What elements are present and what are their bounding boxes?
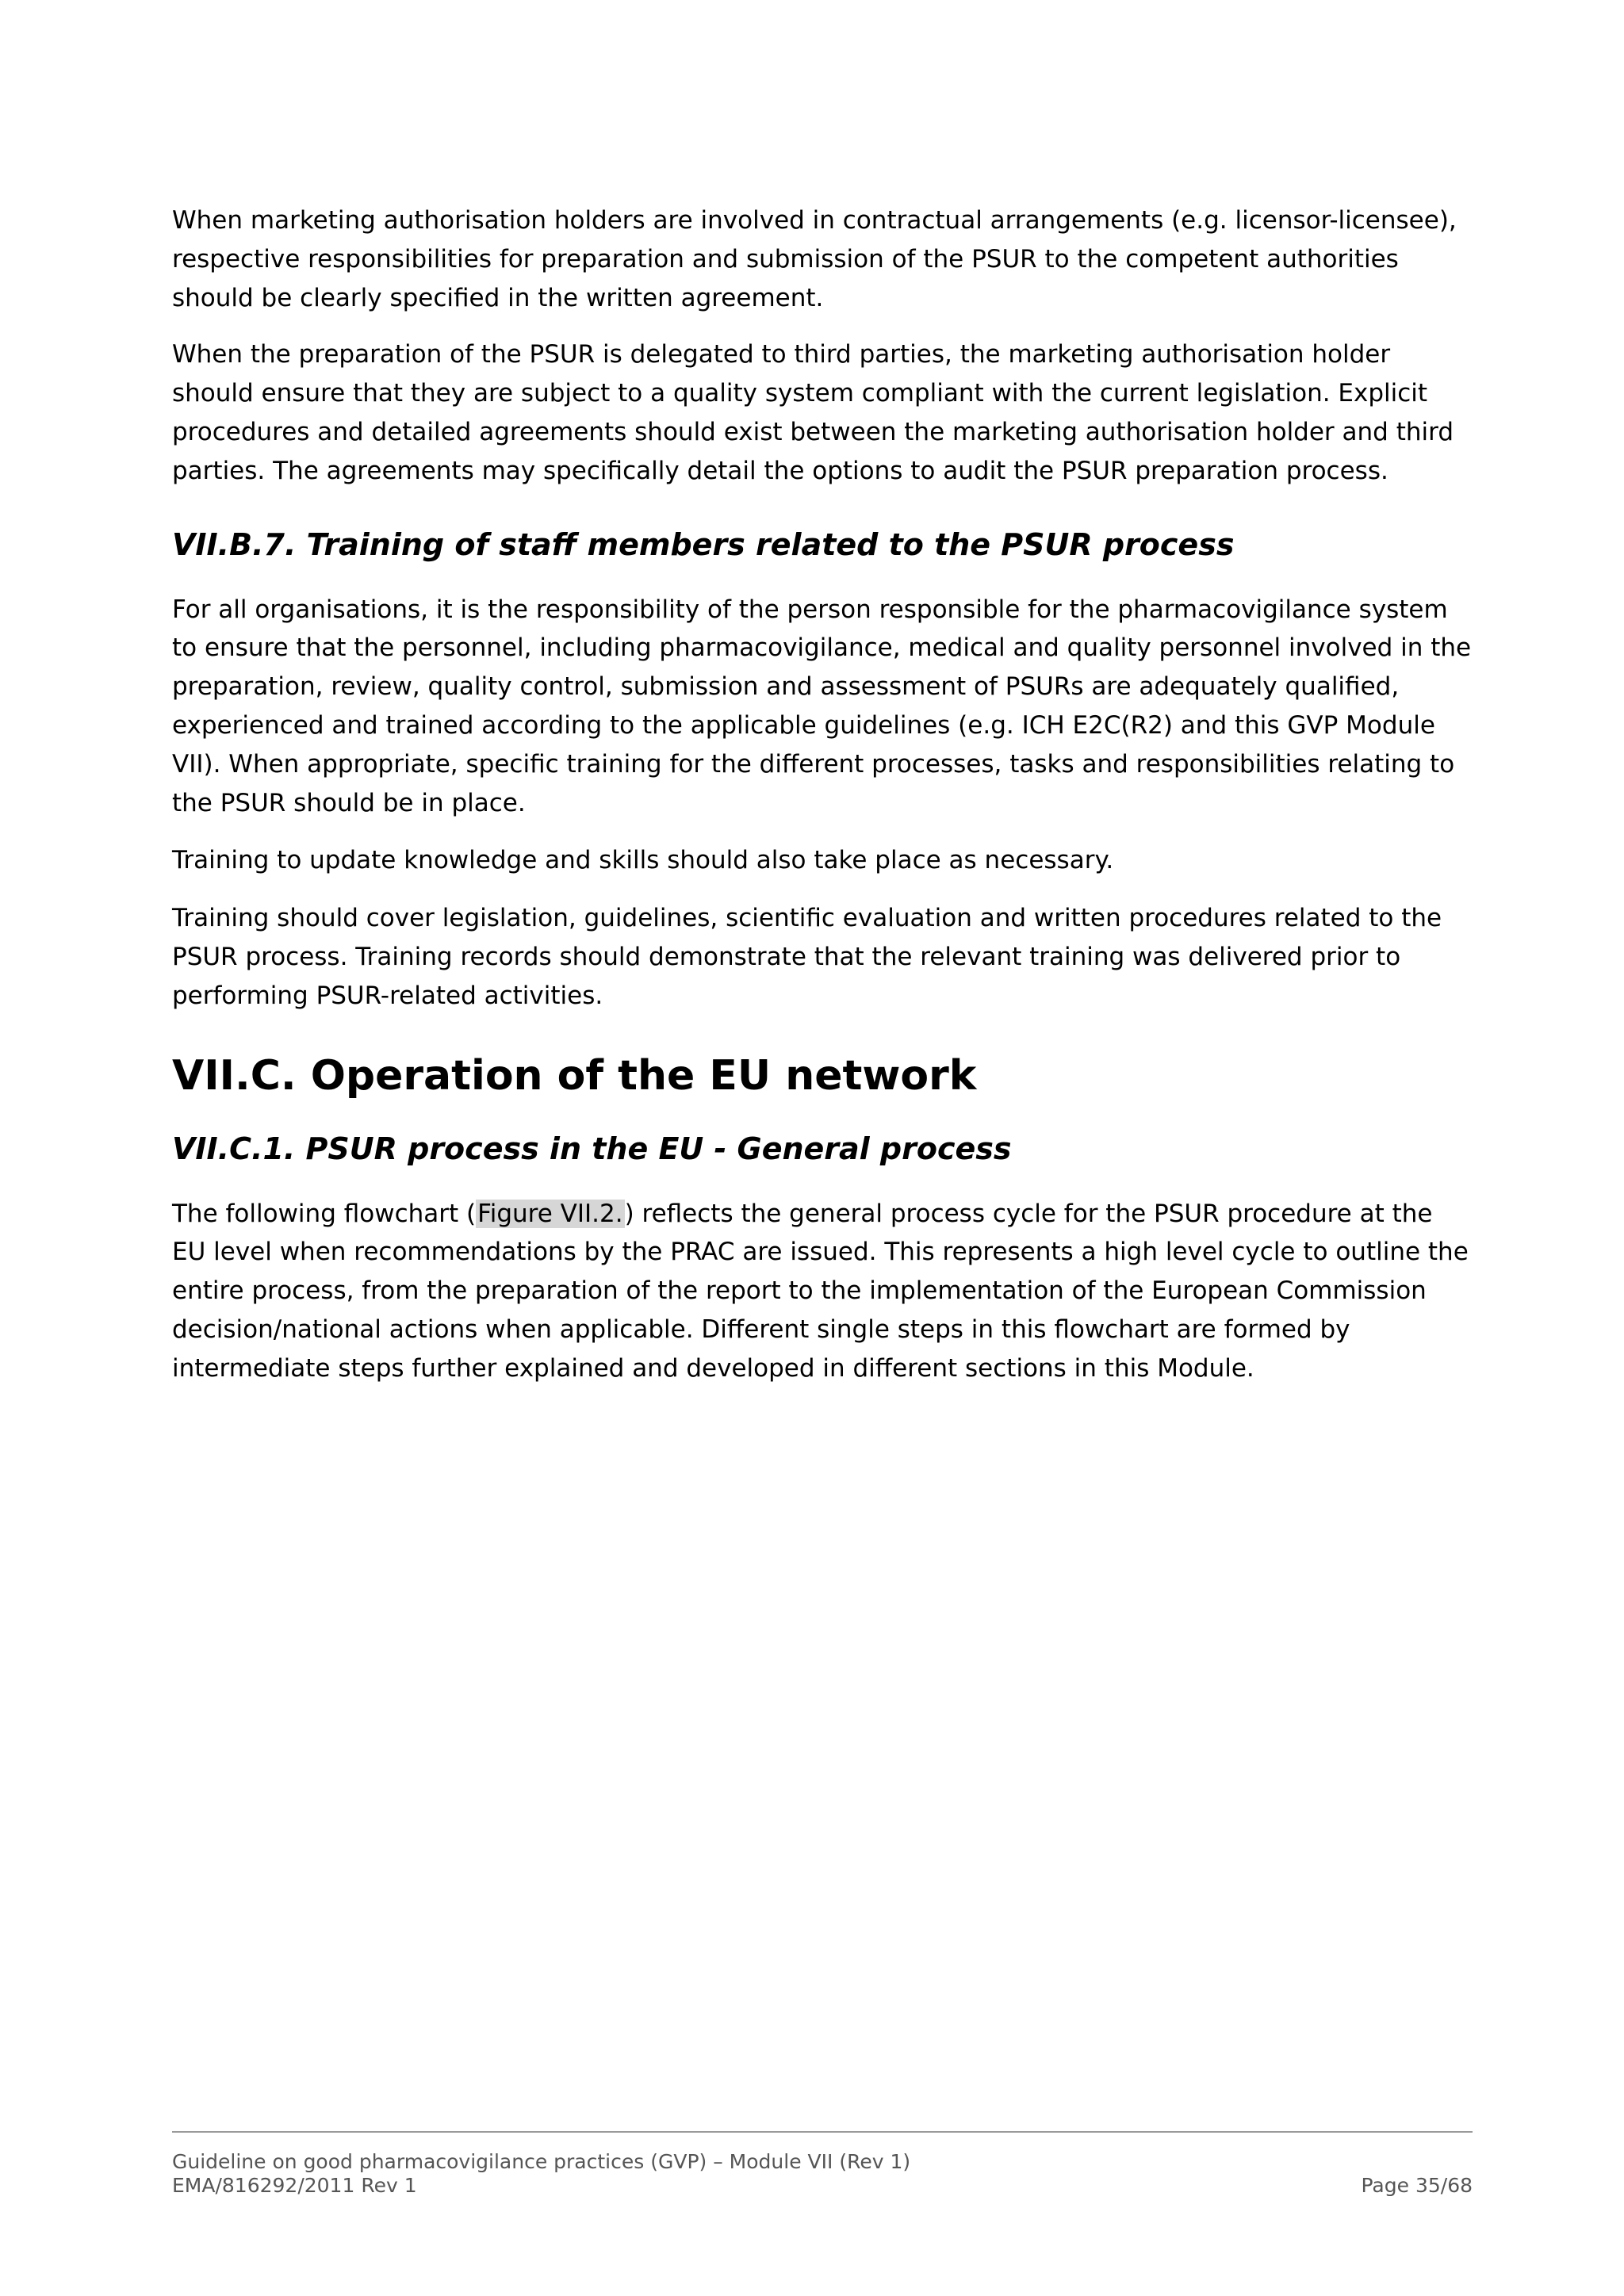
- page-content: [172, 201, 1473, 1388]
- heading-vii-c-1: VII.C.1. PSUR process in the EU - General process: [172, 1131, 1012, 1166]
- heading-vii-b-7: VII.B.7. Training of staff members related to the PSUR process: [172, 526, 1235, 562]
- page-footer: [172, 2150, 1473, 2198]
- paragraph-training-update: Training to update knowledge and skills should also take place as necessary.: [172, 846, 1114, 875]
- paragraph-organisation-responsibility: For all organisations, it is the responsibility of the person responsible for the pharmacovigilance system to ensure that the personnel, including pharmacovigilance, medical and quality personnel involved in the preparation, review, quality control, submission and assessment of PSURs are adequately qualified, experienced and trained according to the applicable guidelines (e.g. ICH E2C(R2) and this GVP Module VII). When appropriate, specific training for the different processes, tasks and responsibilities relating to the PSUR should be in place.: [172, 595, 1472, 817]
- paragraph-training-coverage: Training should cover legislation, guidelines, scientific evaluation and written procedures related to the PSUR process. Training records should demonstrate that the relevant training was delivered prior to performing PSUR-related activities.: [172, 904, 1442, 1010]
- footer-page-number: Page 35/68: [1361, 2174, 1473, 2197]
- paragraph-flowchart-intro-start: The following flowchart (: [172, 1199, 477, 1228]
- paragraph-contractual-arrangements: When marketing authorisation holders are involved in contractual arrangements (e.g. licensor-licensee), respective responsibilities for preparation and submission of the PSUR to the competent authorities should be clearly specified in the written agreement.: [172, 206, 1457, 312]
- heading-vii-c: VII.C. Operation of the EU network: [172, 1051, 977, 1100]
- paragraph-third-parties: When the preparation of the PSUR is delegated to third parties, the marketing authorisation holder should ensure that they are subject to a quality system compliant with the current legislation. Explicit procedures and detailed agreements should exist between the marketing authorisation holder and third parties. The agreements may specifically detail the options to audit the PSUR preparation process.: [172, 340, 1454, 485]
- paragraph-flowchart-intro-rest: ) reflects the general process cycle for the PSUR procedure at the EU level when recommendations by the PRAC are issued. This represents a high level cycle to outline the entire process, from the preparation of the report to the implementation of the European Commission decision/national actions when applicable. Different single steps in this flowchart are formed by intermediate steps further explained and developed in different sections in this Module.: [172, 1199, 1469, 1383]
- footer-document-reference: EMA/816292/2011 Rev 1: [172, 2174, 417, 2197]
- figure-vii-2-reference-link[interactable]: Figure VII.2.: [477, 1199, 623, 1228]
- footer-row: [172, 2174, 1473, 2198]
- footer-divider: [172, 2131, 1473, 2133]
- paragraph-flowchart-intro: [172, 1195, 1473, 1388]
- footer-guideline-title: Guideline on good pharmacovigilance practices (GVP) – Module VII (Rev 1): [172, 2150, 911, 2173]
